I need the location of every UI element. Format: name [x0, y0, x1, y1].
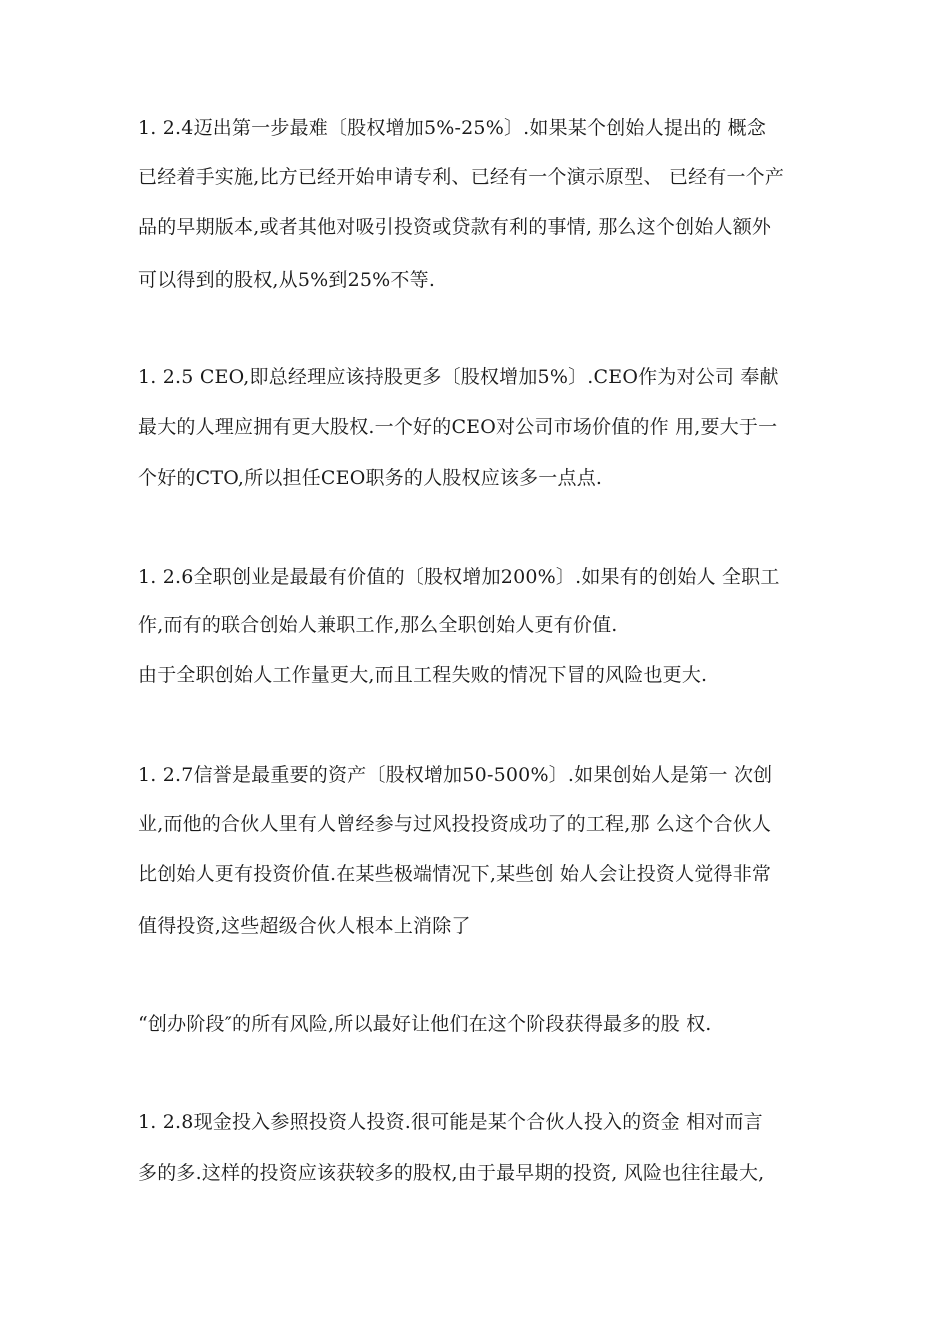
text-line: 比创始人更有投资价值.在某些极端情况下,某些创 始人会让投资人觉得非常 — [138, 863, 772, 885]
text-line: 1. 2.7信誉是最重要的资产〔股权增加50-500%〕.如果创始人是第一 次创 — [138, 764, 773, 786]
text-line: 由于全职创始人工作量更大,而且工程失败的情况下冒的风险也更大. — [138, 664, 708, 686]
text-line: 1. 2.4迈出第一步最难〔股权增加5%-25%〕.如果某个创始人提出的 概念 — [138, 117, 767, 139]
text-line: 多的多.这样的投资应该获较多的股权,由于最早期的投资, 风险也往往最大, — [138, 1162, 765, 1184]
text-line: 业,而他的合伙人里有人曾经参与过风投投资成功了的工程,那 么这个合伙人 — [138, 813, 772, 835]
text-line: 个好的CTO,所以担任CEO职务的人股权应该多一点点. — [138, 467, 603, 489]
text-line: 值得投资,这些超级合伙人根本上消除了 — [138, 915, 471, 937]
text-line: 最大的人理应拥有更大股权.一个好的CEO对公司市场价值的作 用,要大于一 — [138, 416, 778, 438]
text-line: 品的早期版本,或者其他对吸引投资或贷款有利的事情, 那么这个创始人额外 — [138, 216, 772, 238]
text-line: 可以得到的股权,从5%到25%不等. — [138, 269, 436, 291]
text-line: 1. 2.5 CEO,即总经理应该持股更多〔股权增加5%〕.CEO作为对公司 奉献 — [138, 366, 779, 388]
text-line: 1. 2.6全职创业是最最有价值的〔股权增加200%〕.如果有的创始人 全职工 — [138, 566, 780, 588]
text-line: 1. 2.8现金投入参照投资人投资.很可能是某个合伙人投入的资金 相对而言 — [138, 1111, 763, 1133]
text-line: “创办阶段″的所有风险,所以最好让他们在这个阶段获得最多的股 权. — [138, 1013, 712, 1035]
text-line: 已经着手实施,比方已经开始申请专利、已经有一个演示原型、 已经有一个产 — [138, 166, 785, 188]
text-line: 作,而有的联合创始人兼职工作,那么全职创始人更有价值. — [138, 614, 618, 636]
